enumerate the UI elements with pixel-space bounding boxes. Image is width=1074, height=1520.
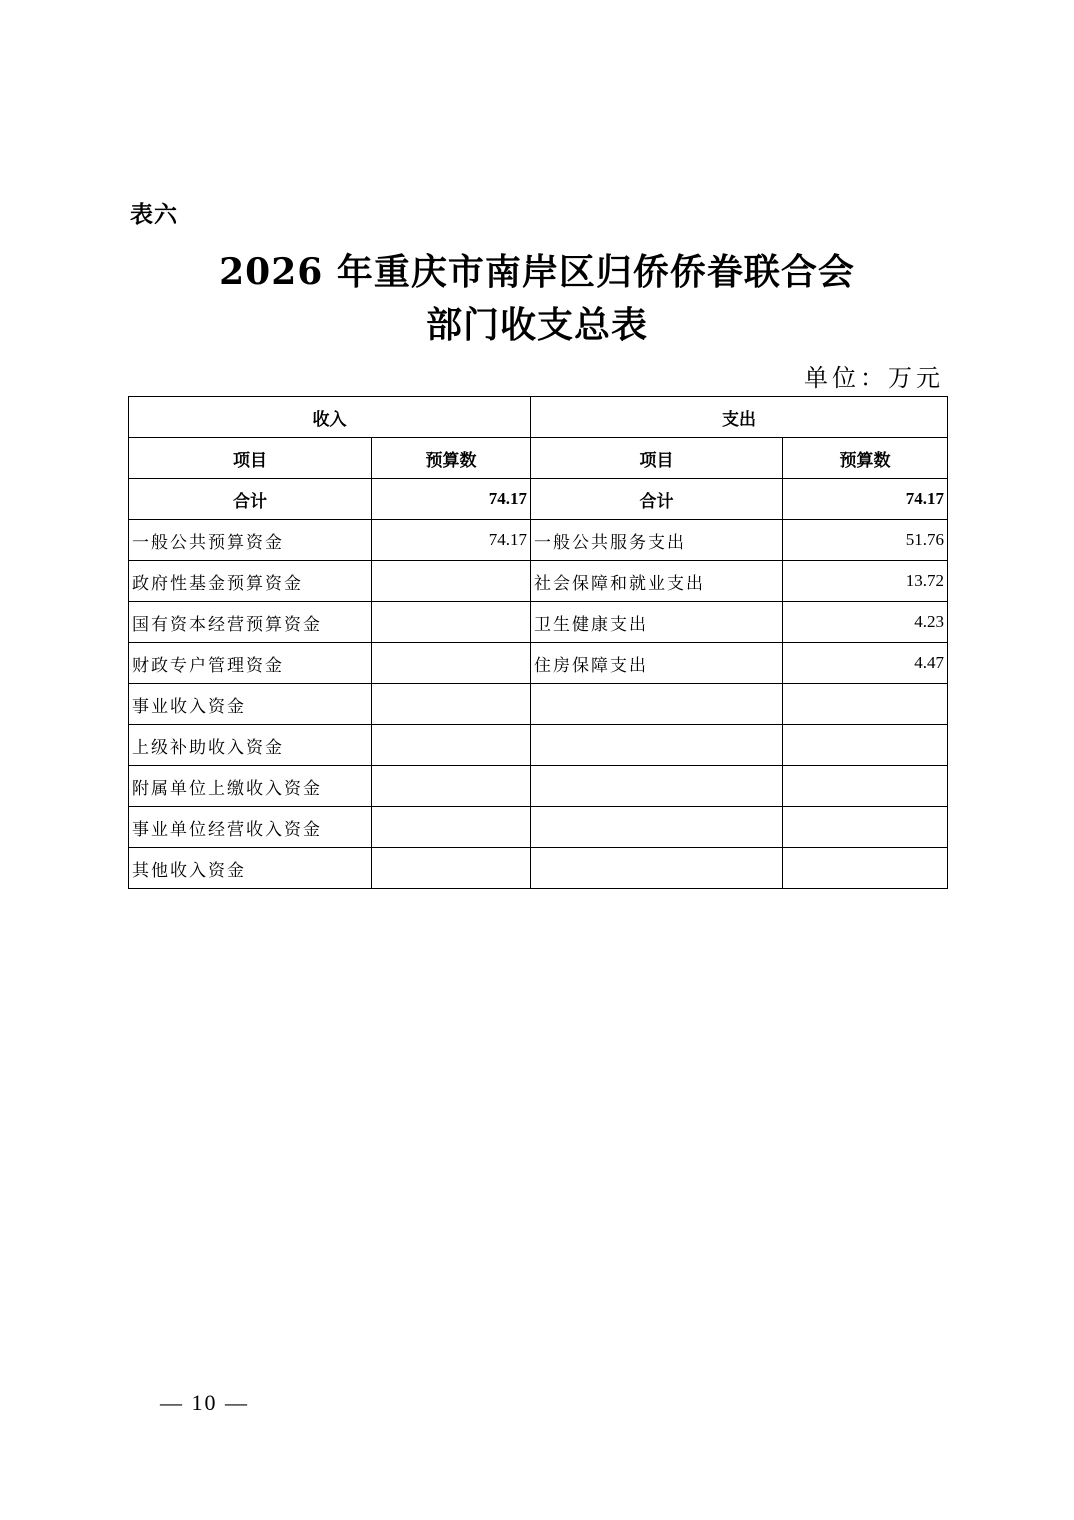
income-value	[372, 807, 531, 848]
budget-summary-table	[128, 396, 948, 889]
column-header-row	[129, 438, 948, 479]
expense-item	[531, 684, 783, 725]
table-row	[129, 520, 948, 561]
expense-item	[531, 848, 783, 889]
unit-label: 单位：万元	[804, 364, 944, 392]
expense-value: 13.72	[783, 561, 948, 602]
income-section-header: 收入	[129, 397, 531, 438]
expense-budget-column-header: 预算数	[783, 438, 948, 479]
income-value	[372, 766, 531, 807]
income-total-label: 合计	[129, 479, 372, 520]
expense-item: 社会保障和就业支出	[531, 561, 783, 602]
income-item: 事业单位经营收入资金	[129, 807, 372, 848]
expense-value: 4.47	[783, 643, 948, 684]
document-title-line-2: 部门收支总表	[425, 304, 648, 346]
table-row	[129, 807, 948, 848]
table-row	[129, 766, 948, 807]
expense-item: 卫生健康支出	[531, 602, 783, 643]
income-value	[372, 684, 531, 725]
table-row	[129, 684, 948, 725]
income-value	[372, 561, 531, 602]
income-value	[372, 848, 531, 889]
table-row	[129, 725, 948, 766]
expense-section-header: 支出	[531, 397, 948, 438]
expense-item	[531, 725, 783, 766]
income-total-value: 74.17	[372, 479, 531, 520]
section-header-row	[129, 397, 948, 438]
income-item: 政府性基金预算资金	[129, 561, 372, 602]
expense-item-column-header: 项目	[531, 438, 783, 479]
expense-item: 住房保障支出	[531, 643, 783, 684]
page-number: — 10 —	[160, 1390, 249, 1415]
table-row	[129, 848, 948, 889]
table-row	[129, 643, 948, 684]
table-row	[129, 602, 948, 643]
income-item: 上级补助收入资金	[129, 725, 372, 766]
expense-value: 51.76	[783, 520, 948, 561]
expense-value	[783, 848, 948, 889]
expense-value	[783, 684, 948, 725]
expense-item	[531, 766, 783, 807]
table-label: 表六	[130, 202, 178, 228]
income-budget-column-header: 预算数	[372, 438, 531, 479]
income-value	[372, 643, 531, 684]
expense-value	[783, 725, 948, 766]
income-value: 74.17	[372, 520, 531, 561]
expense-value	[783, 807, 948, 848]
income-item: 事业收入资金	[129, 684, 372, 725]
table-row	[129, 561, 948, 602]
income-item: 附属单位上缴收入资金	[129, 766, 372, 807]
income-item-column-header: 项目	[129, 438, 372, 479]
expense-item: 一般公共服务支出	[531, 520, 783, 561]
expense-value: 4.23	[783, 602, 948, 643]
expense-total-label: 合计	[531, 479, 783, 520]
income-item: 其他收入资金	[129, 848, 372, 889]
document-title-line-1: 2026 年重庆市南岸区归侨侨眷联合会	[219, 251, 855, 293]
expense-item	[531, 807, 783, 848]
income-item: 一般公共预算资金	[129, 520, 372, 561]
income-value	[372, 602, 531, 643]
expense-total-value: 74.17	[783, 479, 948, 520]
total-row	[129, 479, 948, 520]
income-item: 财政专户管理资金	[129, 643, 372, 684]
expense-value	[783, 766, 948, 807]
income-value	[372, 725, 531, 766]
income-item: 国有资本经营预算资金	[129, 602, 372, 643]
